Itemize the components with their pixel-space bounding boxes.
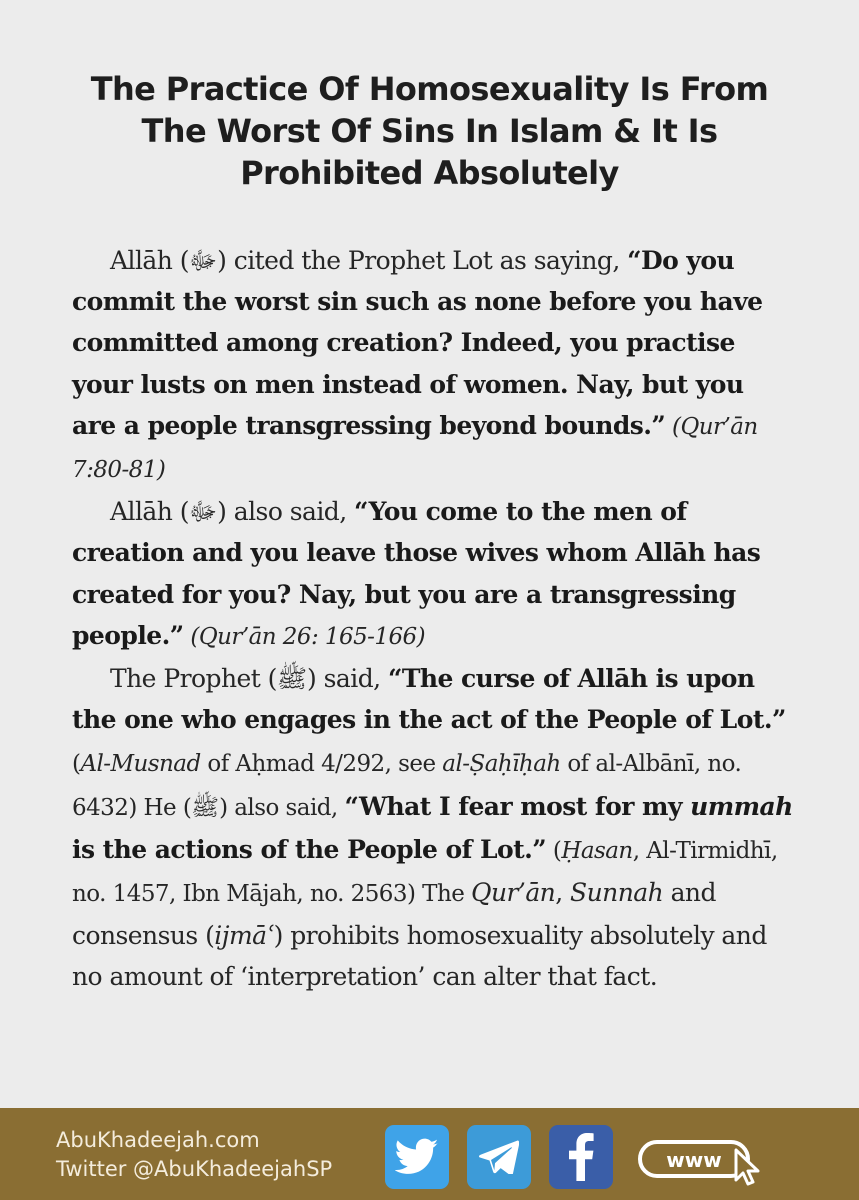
facebook-icon[interactable] (549, 1125, 613, 1189)
title-line-3: Prohibited Absolutely (240, 154, 619, 192)
citation-2: (Qur’ān 26: 165-166) (183, 623, 426, 650)
page-title (60, 68, 799, 194)
footer-bar (0, 1108, 859, 1200)
telegram-icon[interactable] (467, 1125, 531, 1189)
website-link[interactable]: AbuKhadeejah.com (56, 1128, 260, 1152)
quran-quote-1: “Do you commit the worst sin such as none before you have committed among creation? Indeed, you practise your lusts on men instead of women. Nay, but you are a people transgressing beyond bounds.” (72, 246, 763, 440)
paragraph-3: The Prophet (ﷺ) said, “The curse of Allāh is upon the one who engages in the act of the People of Lot.” (Al-Musnad of Aḥmad 4/292, see al-Ṣaḥīḥah of al-Albānī, no. 6432) He (ﷺ) also said, “What I fear most for my ummah is the actions of the People of Lot.” (Ḥasan, Al-Tirmidhī, no. 1457, Ibn Mājah, no. 2563) The Qur’ān, Sunnah and consensus (ijmāʿ) prohibits homosexuality absolutely and no amount of ‘interpretation’ can alter that fact. (72, 664, 793, 992)
hadith-quote-1: “The curse of Allāh is upon the one who engages in the act of the People of Lot.” (72, 664, 786, 735)
hadith-quote-2: “What I fear most for my ummah is the actions of the People of Lot.” (72, 791, 793, 864)
footer-contact (56, 1126, 332, 1184)
paragraph-2: Allāh (ﷻ) also said, “You come to the men of creation and you leave those wives whom Allāh has created for you? Nay, but you are a transgressing people.” (Qur’ān 26: 165-166) (72, 497, 761, 650)
www-label: www (666, 1148, 722, 1172)
quran-quote-2: “You come to the men of creation and you leave those wives whom Allāh has created for you? Nay, but you are a transgressing people.” (72, 497, 761, 650)
title-line-2: The Worst Of Sins In Islam & It Is (141, 112, 718, 150)
article-body (72, 240, 794, 998)
www-cursor-icon[interactable] (638, 1138, 778, 1186)
twitter-handle-link[interactable]: Twitter @AbuKhadeejahSP (56, 1157, 333, 1181)
title-line-1: The Practice Of Homosexuality Is From (90, 70, 769, 108)
paragraph-1: Allāh (ﷻ) cited the Prophet Lot as saying, “Do you commit the worst sin such as none before you have committed among creation? Indeed, you practise your lusts on men instead of women. Nay, but you are a people transgressing beyond bounds.” (Qur’ān 7:80-81) (72, 246, 763, 484)
citation-1: (Qur’ān 7:80-81) (72, 413, 758, 484)
twitter-icon[interactable] (385, 1125, 449, 1189)
